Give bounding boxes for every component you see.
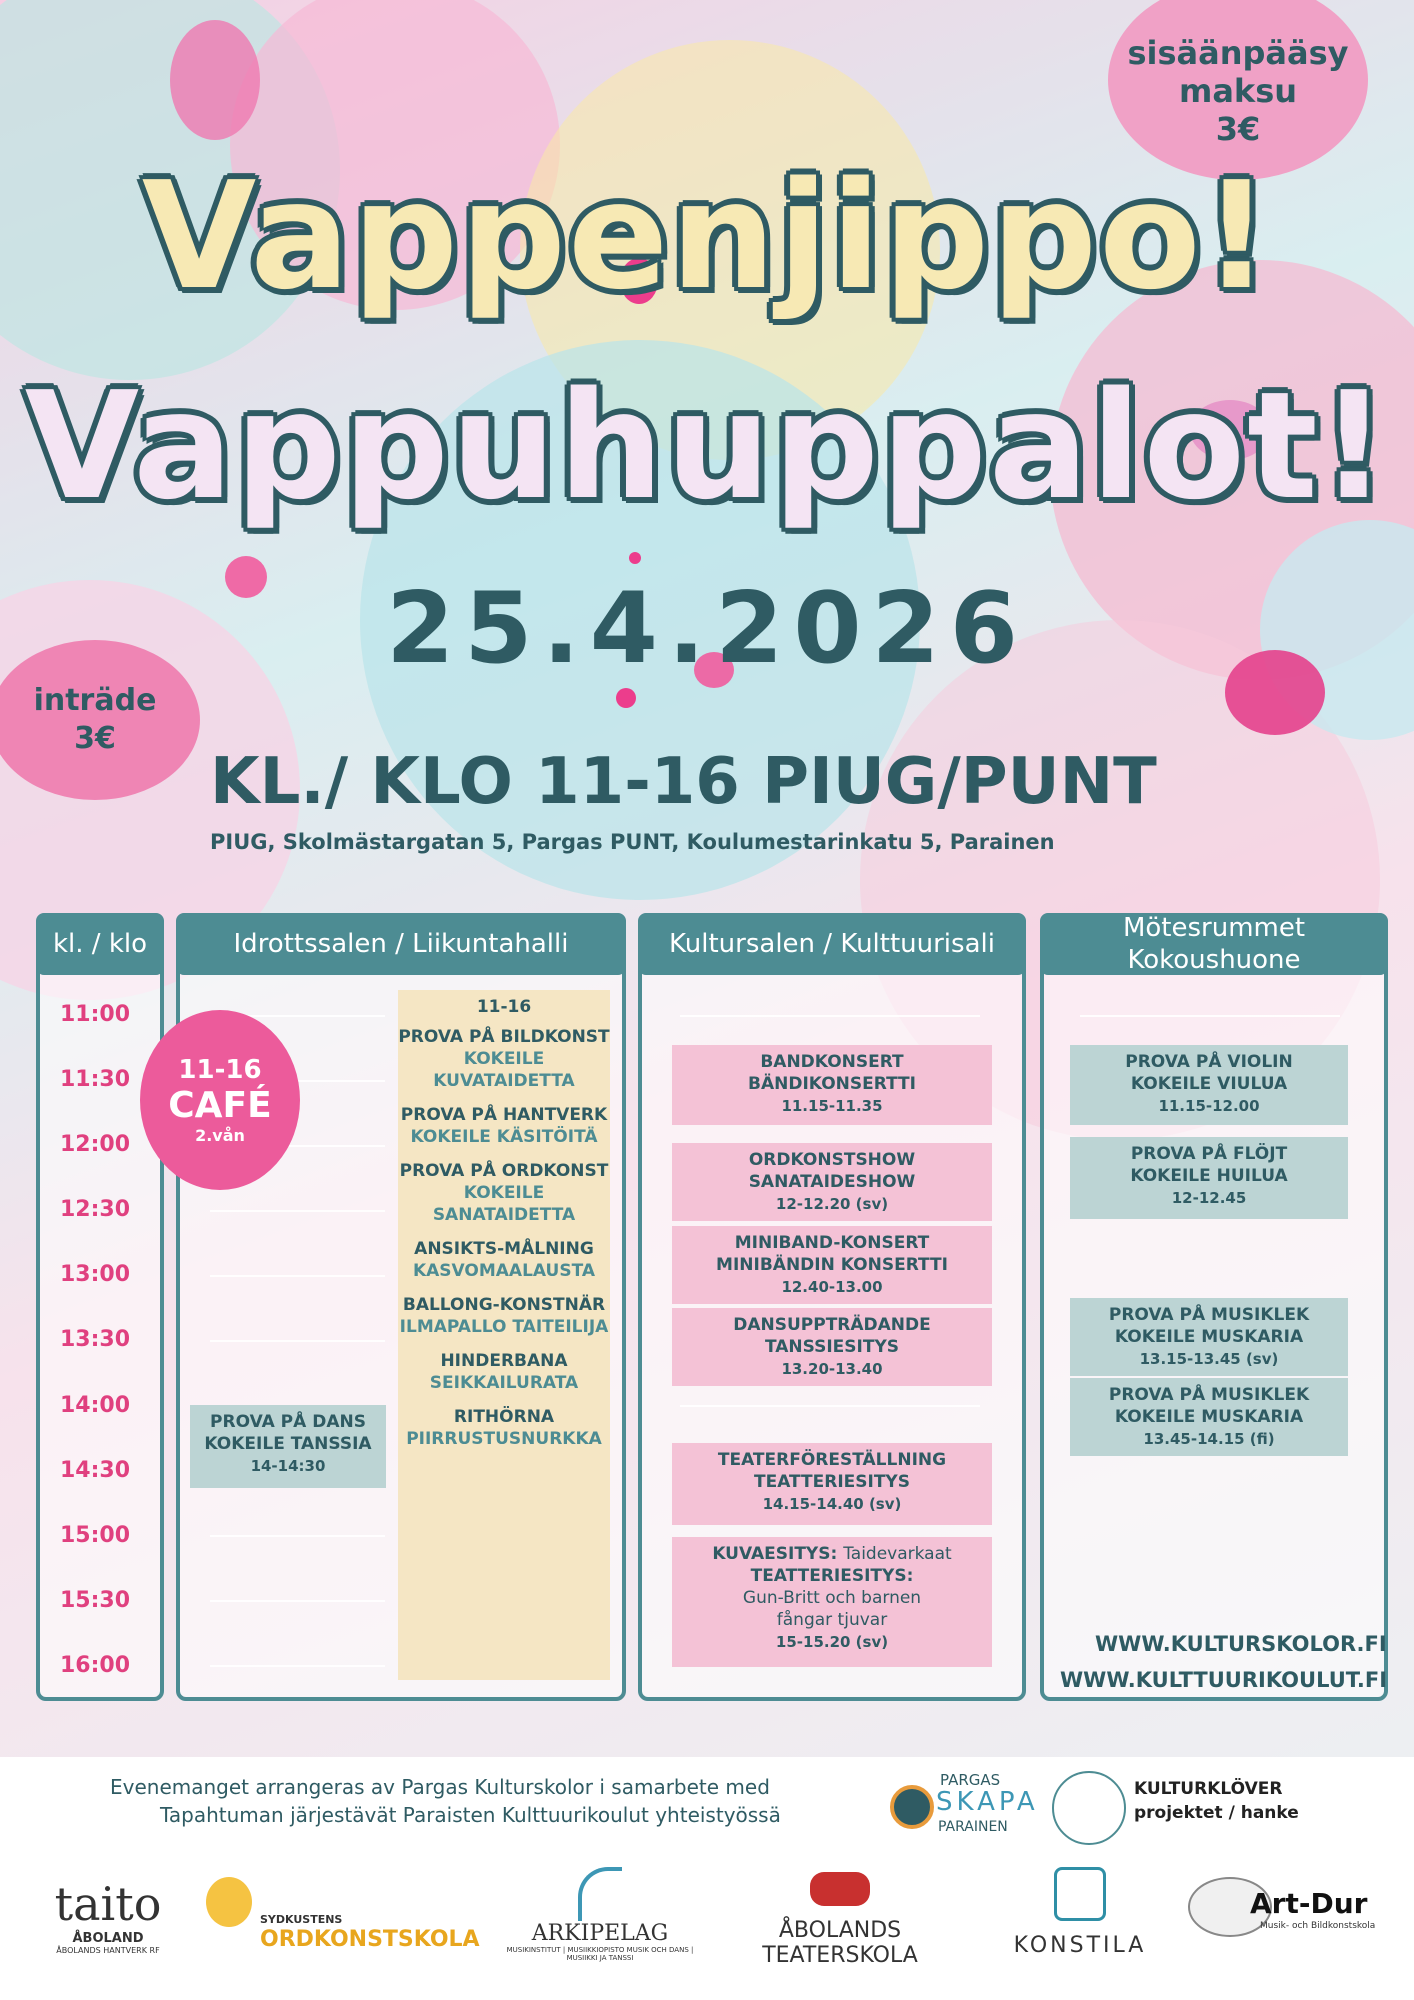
entry-fee-fi-price: 3€	[1215, 110, 1261, 148]
event-violin	[1070, 1045, 1348, 1125]
grid-line	[1080, 1015, 1340, 1017]
skapa-logo-main: SKAPA	[936, 1787, 1039, 1817]
mask-icon	[810, 1872, 870, 1906]
cafe-title: CAFÉ	[168, 1085, 272, 1126]
taito-logo-sub: ÅBOLAND	[72, 1931, 144, 1946]
organizer-text-fi: Tapahtuman järjestävät Paraisten Kulttuurikoulut yhteistyössä	[160, 1803, 781, 1827]
event-flute-fi: KOKEILE HUILUA	[1130, 1166, 1288, 1186]
time-label: 16:00	[59, 1653, 131, 1678]
workshop-craft-sv: PROVA PÅ HANTVERK	[400, 1105, 608, 1125]
event-flute-sv: PROVA PÅ FLÖJT	[1130, 1144, 1288, 1164]
event-violin-time: 11.15-12.00	[1158, 1097, 1260, 1115]
grid-line	[680, 1405, 980, 1407]
footer	[0, 1757, 1414, 2000]
workshop-art-sv: PROVA PÅ BILDKONST	[398, 1027, 610, 1047]
event-dance-title-fi: KOKEILE TANSSIA	[204, 1434, 372, 1454]
event-band-concert-fi: BÄNDIKONSERTTI	[748, 1074, 916, 1094]
workshop-facepaint	[398, 1238, 610, 1282]
grid-line	[210, 1210, 385, 1212]
event-violin-fi: KOKEILE VIULUA	[1130, 1074, 1288, 1094]
event-word-art-show	[672, 1143, 992, 1221]
event-flute	[1070, 1137, 1348, 1219]
skapa-swirl-icon	[890, 1785, 934, 1829]
event-theatre-performance-fi: TEATTERIESITYS	[754, 1472, 910, 1492]
workshop-craft-fi: KOKEILE KÄSITÖITÄ	[410, 1127, 598, 1147]
time-label: 12:00	[59, 1132, 131, 1157]
event-dance-performance-sv: DANSUPPTRÄDANDE	[733, 1315, 931, 1335]
gym-column-header: Idrottssalen / Liikuntahalli	[176, 913, 626, 975]
meeting-room-header-sv: Mötesrummet	[1122, 913, 1306, 943]
event-theatre-play-time: 15-15.20 (sv)	[775, 1633, 889, 1651]
arkipelag-logo-sub: MUSIKINSTITUT | MUSIIKKIOPISTO MUSIK OCH DANS | MUSIIKKI JA TANSSI	[506, 1946, 694, 1962]
cafe-floor: 2.vån	[195, 1126, 245, 1145]
title-line-1: Vappenjippo!	[141, 150, 1273, 322]
skapa-logo-bottom: PARAINEN	[938, 1819, 1008, 1835]
event-word-art-show-time: 12-12.20 (sv)	[775, 1195, 889, 1213]
workshop-writing-sv: PROVA PÅ ORDKONST	[399, 1161, 609, 1181]
balloon-decoration	[629, 552, 641, 564]
workshop-obstacle-fi: SEIKKAILURATA	[429, 1373, 579, 1393]
organizer-text-sv: Evenemanget arrangeras av Pargas Kulturskolor i samarbete med	[110, 1775, 770, 1799]
event-word-art-show-sv: ORDKONSTSHOW	[748, 1150, 916, 1170]
grid-line	[210, 1275, 385, 1277]
time-label: 13:00	[59, 1262, 131, 1287]
time-label: 11:00	[59, 1002, 131, 1027]
workshop-craft	[398, 1104, 610, 1148]
taito-logo-main: taito	[54, 1877, 162, 1931]
meeting-room-header-fi: Kokoushuone	[1127, 945, 1301, 975]
balloon-decoration	[616, 688, 636, 708]
taito-logo	[38, 1877, 178, 1955]
event-music-play-2-time: 13.45-14.15 (fi)	[1143, 1430, 1275, 1448]
entry-fee-fi-line1: sisäänpääsy	[1127, 34, 1349, 72]
artdur-logo-main: Art-Dur	[1250, 1887, 1368, 1920]
event-music-play-1	[1070, 1298, 1348, 1376]
event-violin-sv: PROVA PÅ VIOLIN	[1125, 1052, 1293, 1072]
ordkonst-logo-top: SYDKUSTENS	[260, 1913, 343, 1926]
event-word-art-show-fi: SANATAIDESHOW	[748, 1172, 916, 1192]
workshops-block	[398, 990, 610, 1680]
event-exhibition-line	[672, 1543, 992, 1565]
artdur-logo-sub: Musik- och Bildkonstskola	[1260, 1921, 1376, 1931]
workshop-art	[398, 1026, 610, 1092]
event-dance-time: 14-14:30	[250, 1457, 326, 1475]
event-exhibition-title: Taidevarkaat	[843, 1544, 952, 1564]
skapa-logo	[890, 1771, 1039, 1841]
grid-line	[210, 1535, 385, 1537]
culture-hall-column-header: Kultursalen / Kulttuurisali	[638, 913, 1026, 975]
kulturklover-sub: projektet / hanke	[1134, 1803, 1299, 1823]
kulturklover-title: KULTURKLÖVER	[1134, 1779, 1283, 1799]
balloon-decoration	[170, 20, 260, 140]
event-art-exhibition-theatre	[672, 1537, 992, 1667]
workshops-hours: 11-16	[476, 997, 532, 1017]
entry-fee-fi-line2: maksu	[1178, 72, 1298, 110]
workshop-drawing-sv: RITHÖRNA	[453, 1407, 555, 1427]
website-link-sv[interactable]: WWW.KULTURSKOLOR.FI	[1095, 1632, 1387, 1656]
cafe-hours: 11-16	[178, 1055, 262, 1085]
event-miniband-concert	[672, 1226, 992, 1304]
event-theatre-play-line1: Gun-Britt och barnen	[742, 1588, 922, 1608]
event-music-play-2	[1070, 1378, 1348, 1456]
workshop-drawing	[398, 1406, 610, 1450]
skapa-logo-top: PARGAS	[940, 1771, 1001, 1789]
event-date: 25.4.2026	[386, 572, 1028, 686]
event-theatre-performance-time: 14.15-14.40 (sv)	[762, 1495, 902, 1513]
event-miniband-concert-fi: MINIBÄNDIN KONSERTTI	[716, 1255, 948, 1275]
website-link-fi[interactable]: WWW.KULTTUURIKOULUT.FI	[1060, 1668, 1388, 1692]
event-flute-time: 12-12.45	[1171, 1189, 1247, 1207]
workshop-writing-fi: KOKEILE SANATAIDETTA	[432, 1183, 576, 1225]
event-dance-title-sv: PROVA PÅ DANS	[210, 1412, 366, 1432]
workshop-balloon-sv: BALLONG-KONSTNÄR	[402, 1295, 606, 1315]
event-music-play-1-sv: PROVA PÅ MUSIKLEK	[1108, 1305, 1310, 1325]
event-time-location: KL./ KLO 11-16 PIUG/PUNT	[210, 745, 1157, 819]
event-band-concert	[672, 1045, 992, 1125]
lightbulb-icon	[206, 1877, 252, 1927]
entry-fee-sv-line1: inträde	[33, 683, 157, 718]
event-band-concert-time: 11.15-11.35	[781, 1097, 883, 1115]
event-theatre-performance-sv: TEATERFÖRESTÄLLNING	[717, 1450, 947, 1470]
workshop-art-fi: KOKEILE KUVATAIDETTA	[433, 1049, 575, 1091]
time-column-header: kl. / klo	[36, 913, 164, 975]
time-label: 12:30	[59, 1197, 131, 1222]
event-music-play-1-fi: KOKEILE MUSKARIA	[1114, 1327, 1304, 1347]
workshop-balloon-fi: ILMAPALLO TAITEILIJA	[399, 1317, 609, 1337]
workshop-obstacle-sv: HINDERBANA	[440, 1351, 568, 1371]
event-dance	[190, 1405, 386, 1488]
workshop-facepaint-fi: KASVOMAALAUSTA	[412, 1261, 596, 1281]
time-label: 14:00	[59, 1393, 131, 1418]
grid-line	[210, 1600, 385, 1602]
event-miniband-concert-sv: MINIBAND-KONSERT	[734, 1233, 930, 1253]
grid-line	[680, 1015, 980, 1017]
event-band-concert-sv: BANDKONSERT	[760, 1052, 904, 1072]
teaterskola-logo	[700, 1872, 980, 1968]
arkipelag-logo-main: ARKIPELAG	[531, 1921, 669, 1946]
time-label: 11:30	[59, 1067, 131, 1092]
entry-fee-sv-price: 3€	[74, 721, 116, 756]
workshop-facepaint-sv: ANSIKTS-MÅLNING	[414, 1239, 594, 1259]
workshop-obstacle	[398, 1350, 610, 1394]
time-label: 15:00	[59, 1523, 131, 1548]
time-label: 13:30	[59, 1327, 131, 1352]
event-music-play-1-time: 13.15-13.45 (sv)	[1139, 1350, 1279, 1368]
time-label: 15:30	[59, 1588, 131, 1613]
arkipelag-logo	[500, 1867, 700, 1962]
event-dance-performance	[672, 1308, 992, 1386]
taito-logo-sub2: ÅBOLANDS HANTVERK RF	[56, 1946, 160, 1955]
teaterskola-logo-main: ÅBOLANDS TEATERSKOLA	[762, 1918, 918, 1968]
event-miniband-concert-time: 12.40-13.00	[781, 1278, 883, 1296]
event-addresses: PIUG, Skolmästargatan 5, Pargas PUNT, Koulumestarinkatu 5, Parainen	[210, 830, 1055, 854]
event-theatre-play-line2: fångar tjuvar	[776, 1610, 888, 1630]
title-line-2: Vappuhuppalot!	[24, 360, 1390, 532]
grid-line	[210, 1665, 385, 1667]
event-music-play-2-fi: KOKEILE MUSKARIA	[1114, 1407, 1304, 1427]
konstila-icon	[1054, 1867, 1106, 1921]
konstila-logo	[1000, 1867, 1160, 1958]
event-dance-performance-time: 13.20-13.40	[781, 1360, 883, 1378]
event-music-play-2-sv: PROVA PÅ MUSIKLEK	[1108, 1385, 1310, 1405]
workshop-balloon	[398, 1294, 610, 1338]
event-theatre-label: TEATTERIESITYS:	[750, 1566, 914, 1586]
arkipelag-wave-icon	[578, 1867, 622, 1921]
time-column	[36, 913, 164, 1701]
workshop-writing	[398, 1160, 610, 1226]
kulturklover-logo-icon	[1052, 1771, 1126, 1845]
cafe-badge	[140, 1010, 300, 1190]
event-dance-performance-fi: TANSSIESITYS	[764, 1337, 900, 1357]
konstila-logo-main: KONSTILA	[1013, 1933, 1147, 1958]
event-theatre-performance	[672, 1443, 992, 1525]
event-exhibition-label: KUVAESITYS:	[712, 1544, 838, 1564]
grid-line	[210, 1340, 385, 1342]
workshop-drawing-fi: PIIRRUSTUSNURKKA	[406, 1429, 602, 1449]
time-label: 14:30	[59, 1458, 131, 1483]
ordkonst-logo-main: ORDKONSTSKOLA	[260, 1927, 480, 1952]
meeting-room-column-header	[1040, 913, 1388, 975]
